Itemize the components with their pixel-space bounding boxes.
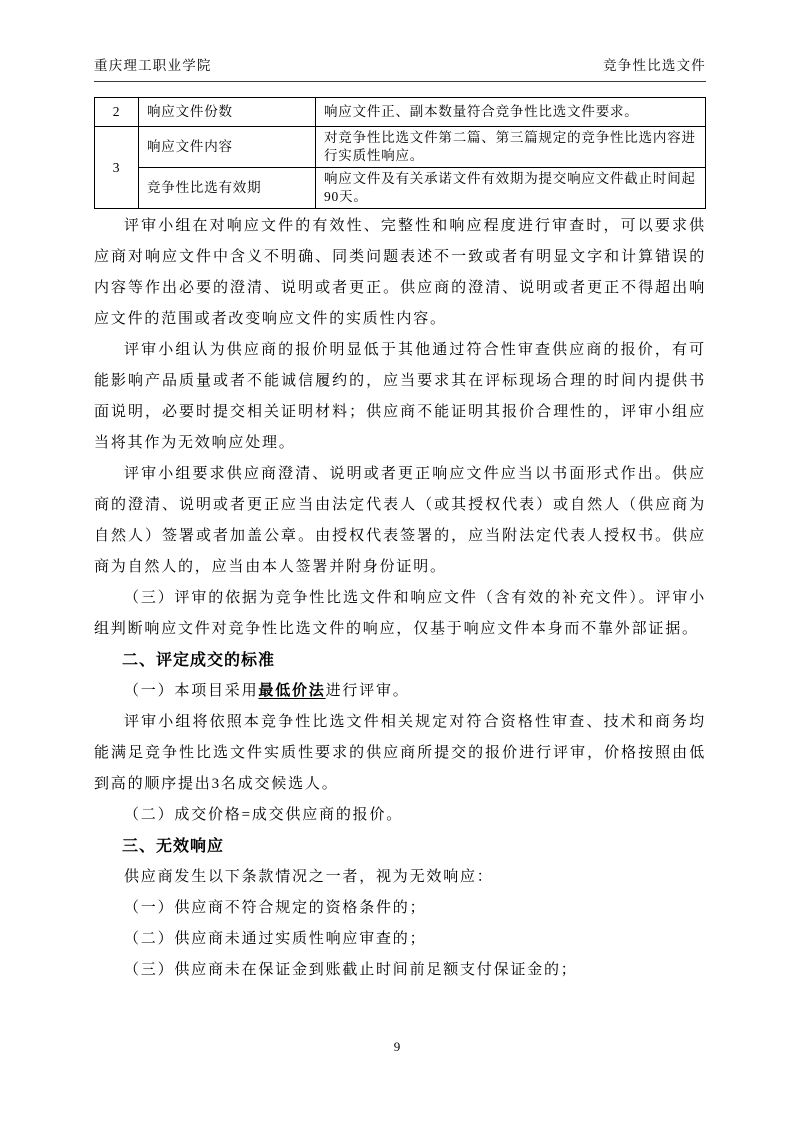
heading-award-criteria: 二、评定成交的标准 <box>122 652 276 669</box>
table-cell-item: 竞争性比选有效期 <box>139 168 316 209</box>
header-divider <box>94 81 706 82</box>
table-cell-seq: 3 <box>95 127 139 209</box>
body-text <box>94 211 706 986</box>
emphasis-lowest-price-method: 最低价法 <box>258 683 326 699</box>
compliance-review-table <box>94 97 706 209</box>
para-abnormal-low-price: 评审小组认为供应商的报价明显低于其他通过符合性审查供应商的报价，有可能影响产品质量或者不能诚信履约的，应当要求其在评标现场合理的时间内提供书面说明，必要时提交相关证明材料；供应商不能证明其报价合理性的，评审小组应当将其作为无效响应处理。 <box>94 342 706 451</box>
table-cell-item: 响应文件内容 <box>139 127 316 168</box>
para-deal-price: （二）成交价格=成交供应商的报价。 <box>124 807 404 823</box>
table-row <box>95 98 706 127</box>
para-price-review: 评审小组将依照本竞争性比选文件相关规定对符合资格性审查、技术和商务均能满足竞争性比选文件实质性要求的供应商所提交的报价进行评审，价格按照由低到高的顺序提出3名成交候选人。 <box>94 714 706 792</box>
para-clarification-review: 评审小组在对响应文件的有效性、完整性和响应程度进行审查时，可以要求供应商对响应文件中含义不明确、同类问题表述不一致或者有明显文字和计算错误的内容等作出必要的澄清、说明或者更正。供应商的澄清、说明或者更正不得超出响应文件的范围或者改变响应文件的实质性内容。 <box>94 218 706 327</box>
para-evaluation-method <box>94 676 706 707</box>
page-header <box>94 57 706 75</box>
page-number: 9 <box>393 1039 401 1054</box>
table-cell-requirement: 响应文件正、副本数量符合竞争性比选文件要求。 <box>316 98 706 127</box>
page-content <box>94 0 706 986</box>
table-row <box>95 168 706 209</box>
table-cell-requirement: 对竞争性比选文件第二篇、第三篇规定的竞争性比选内容进行实质性响应。 <box>316 127 706 168</box>
table-row <box>95 127 706 168</box>
invalid-list-item-3: （三）供应商未在保证金到账截止时间前足额支付保证金的； <box>124 962 578 978</box>
header-org-name: 重庆理工职业学院 <box>94 58 212 73</box>
invalid-list-item-1: （一）供应商不符合规定的资格条件的； <box>124 900 427 916</box>
table-cell-seq: 2 <box>95 98 139 127</box>
table-cell-requirement: 响应文件及有关承诺文件有效期为提交响应文件截止时间起90天。 <box>316 168 706 209</box>
para-written-form: 评审小组要求供应商澄清、说明或者更正响应文件应当以书面形式作出。供应商的澄清、说明或者更正应当由法定代表人（或其授权代表）或自然人（供应商为自然人）签署或者加盖公章。由授权代表签署的，应当附法定代表人授权书。供应商为自然人的，应当由本人签署并附身份证明。 <box>94 466 706 575</box>
para-invalid-intro: 供应商发生以下条款情况之一者，视为无效响应： <box>124 869 494 885</box>
invalid-list-item-2: （二）供应商未通过实质性响应审查的； <box>124 931 427 947</box>
award-method-suffix: 进行评审。 <box>325 683 410 699</box>
award-method-prefix: （一）本项目采用 <box>124 683 259 699</box>
para-review-basis: （三）评审的依据为竞争性比选文件和响应文件（含有效的补充文件）。评审小组判断响应文件对竞争性比选文件的响应，仅基于响应文件本身而不靠外部证据。 <box>94 590 706 637</box>
table-cell-item: 响应文件份数 <box>139 98 316 127</box>
heading-invalid-response: 三、无效响应 <box>122 838 225 855</box>
header-doc-type: 竞争性比选文件 <box>603 58 706 73</box>
